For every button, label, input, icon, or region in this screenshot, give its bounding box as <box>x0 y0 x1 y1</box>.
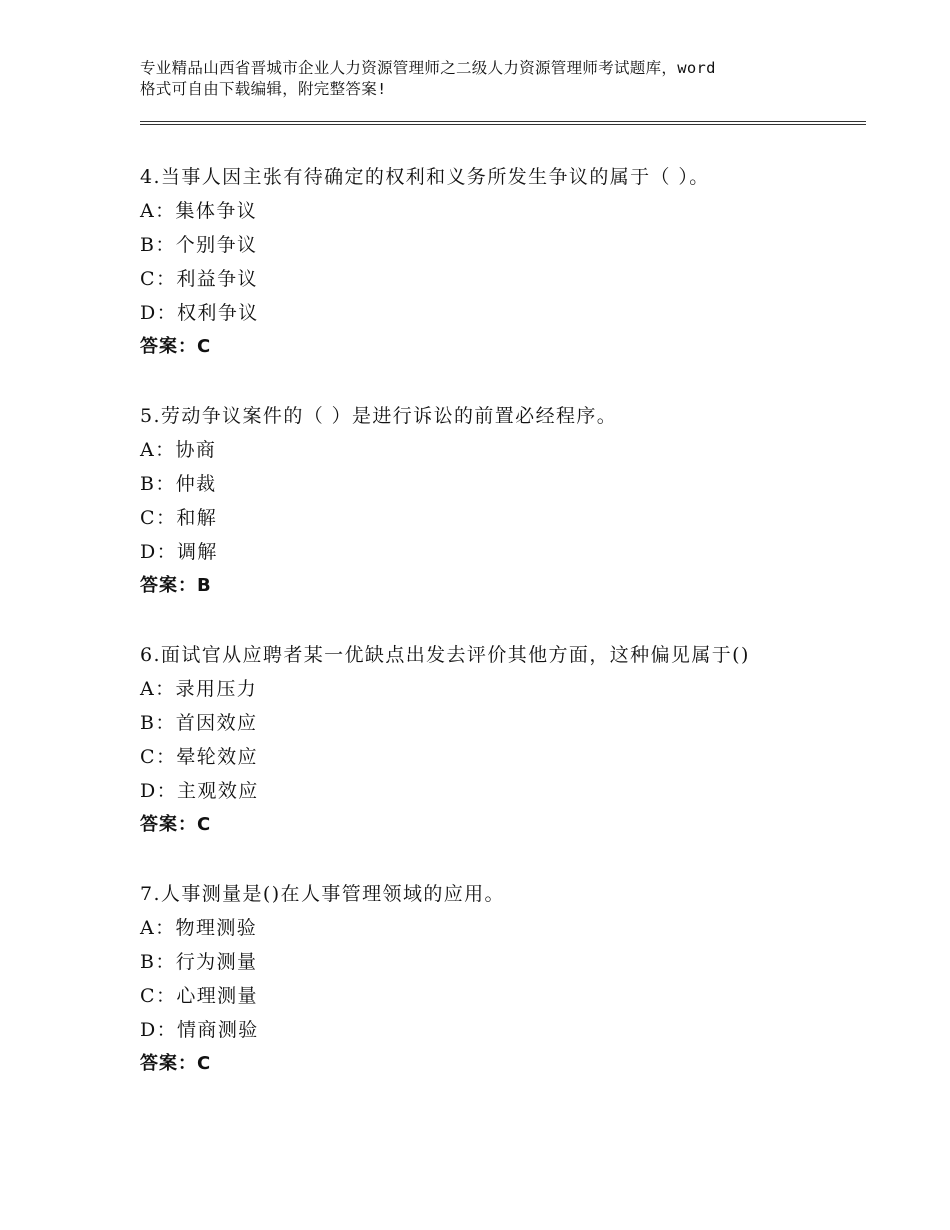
option-c: C：和解 <box>140 507 218 529</box>
document-header <box>140 58 840 100</box>
question-4 <box>140 160 860 364</box>
option-c: C：利益争议 <box>140 268 258 290</box>
option-d: D：权利争议 <box>140 302 259 324</box>
option-d: D：情商测验 <box>140 1019 259 1041</box>
header-divider <box>140 121 866 125</box>
option-c: C：晕轮效应 <box>140 746 258 768</box>
question-7 <box>140 877 860 1081</box>
answer-line: 答案：C <box>140 336 212 357</box>
option-b: B：首因效应 <box>140 712 258 734</box>
answer-line: 答案：C <box>140 1053 212 1074</box>
question-5 <box>140 399 860 603</box>
option-d: D：调解 <box>140 541 218 563</box>
option-d: D：主观效应 <box>140 780 259 802</box>
question-stem: 7.人事测量是()在人事管理领域的应用。 <box>140 883 505 905</box>
option-c: C：心理测量 <box>140 985 258 1007</box>
header-title-line-2: 格式可自由下载编辑，附完整答案! <box>140 80 387 98</box>
header-title-line-1: 专业精品山西省晋城市企业人力资源管理师之二级人力资源管理师考试题库，word <box>140 59 716 77</box>
option-a: A：录用压力 <box>140 678 258 700</box>
option-b: B：仲裁 <box>140 473 217 495</box>
option-a: A：协商 <box>140 439 217 461</box>
answer-line: 答案：C <box>140 814 212 835</box>
question-6 <box>140 638 860 842</box>
answer-line: 答案：B <box>140 575 212 596</box>
option-b: B：行为测量 <box>140 951 258 973</box>
option-a: A：集体争议 <box>140 200 258 222</box>
question-stem: 6.面试官从应聘者某一优缺点出发去评价其他方面，这种偏见属于() <box>140 644 750 666</box>
question-stem: 4.当事人因主张有待确定的权利和义务所发生争议的属于（ ）。 <box>140 166 710 188</box>
question-stem: 5.劳动争议案件的（ ）是进行诉讼的前置必经程序。 <box>140 405 618 427</box>
option-b: B：个别争议 <box>140 234 258 256</box>
option-a: A：物理测验 <box>140 917 258 939</box>
